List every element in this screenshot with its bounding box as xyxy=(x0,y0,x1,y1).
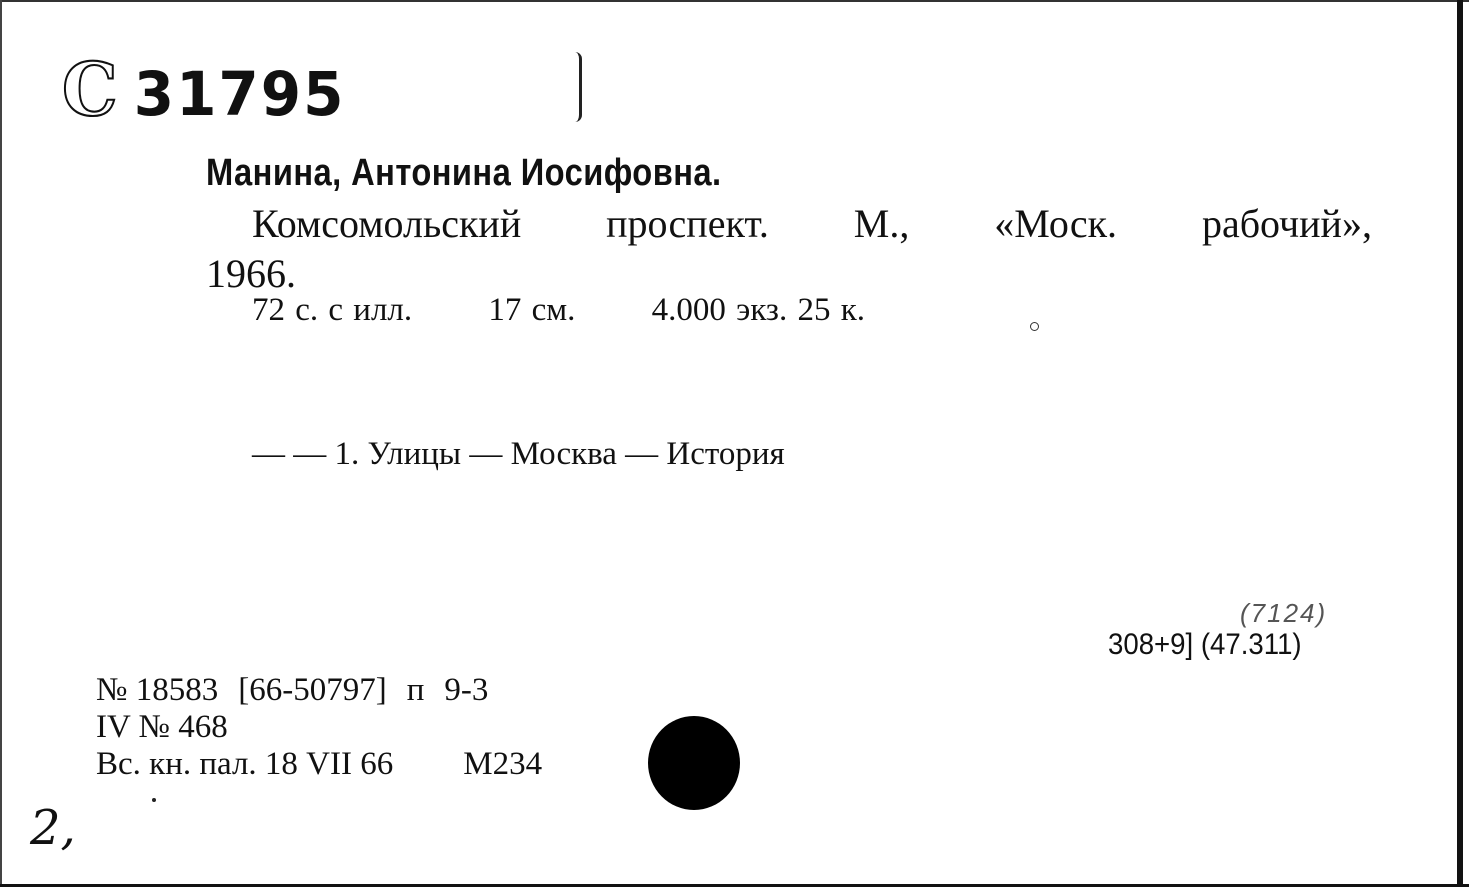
registration-bracket: [66-50797] xyxy=(238,672,387,708)
card-right-edge xyxy=(1457,0,1463,887)
title-word: Комсомольский xyxy=(252,201,522,246)
call-letter: С xyxy=(62,45,120,134)
chamber-code: М234 xyxy=(463,746,543,782)
title-word: М., xyxy=(853,201,910,246)
iv-line xyxy=(96,709,562,746)
classification: 308+9] (47.311) xyxy=(1108,628,1302,661)
call-number xyxy=(62,46,346,133)
subject-heading: — — 1. Улицы — Москва — История xyxy=(252,436,785,472)
collation xyxy=(252,292,865,329)
ink-dot xyxy=(152,798,156,802)
size: 17 см. xyxy=(488,292,576,328)
title-word: «Моск. xyxy=(994,201,1118,246)
registration-block xyxy=(96,672,562,783)
iv-number: IV № 468 xyxy=(96,709,228,745)
registration-code: 9-3 xyxy=(444,672,489,708)
ink-speck xyxy=(1030,322,1039,331)
title-line xyxy=(252,200,1372,247)
chamber-line xyxy=(96,746,562,783)
handwritten-mark: 2, xyxy=(30,800,76,856)
copies-price: 4.000 экз. 25 к. xyxy=(651,292,866,328)
card-punch-hole xyxy=(648,716,740,810)
title-word: рабочий», xyxy=(1201,201,1372,246)
card-left-edge xyxy=(0,0,2,887)
call-number-digits: 31795 xyxy=(133,58,346,130)
registration-number: № 18583 xyxy=(96,672,219,708)
pages: 72 с. с илл. xyxy=(252,292,413,328)
author-heading: Манина, Антонина Иосифовна. xyxy=(206,152,722,194)
card-top-edge xyxy=(0,0,1469,2)
title-word: проспект. xyxy=(606,201,769,246)
chamber-text: Вс. кн. пал. 18 VII 66 xyxy=(96,746,394,782)
publication-year: 1966. xyxy=(206,251,296,296)
faint-class-mark: (7124) xyxy=(1240,598,1328,628)
registration-number-line xyxy=(96,672,562,709)
registration-p: п xyxy=(406,672,425,708)
pencil-mark xyxy=(575,52,582,122)
